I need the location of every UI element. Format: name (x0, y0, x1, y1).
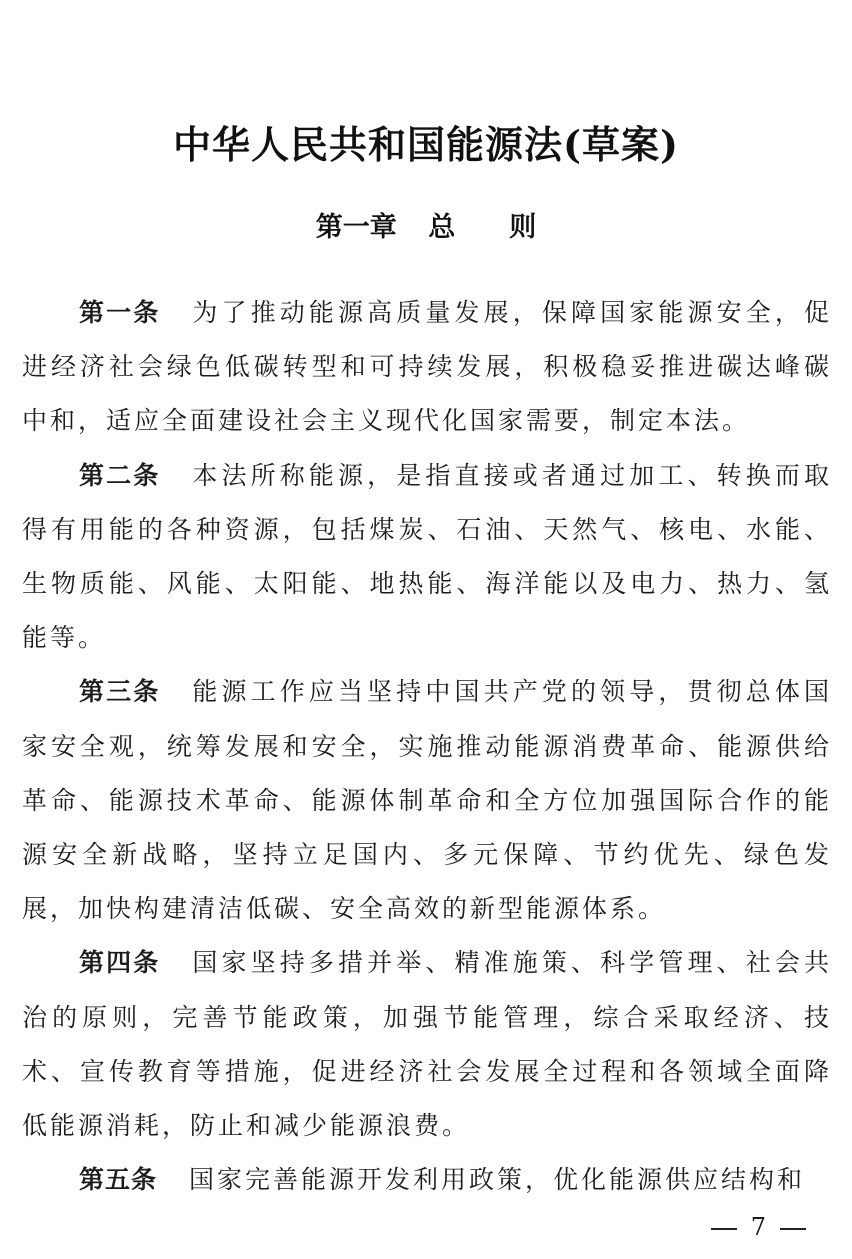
chapter-heading (0, 208, 852, 248)
page-number-value: 7 (750, 1213, 766, 1241)
article-4 (22, 936, 832, 1153)
article-number: 第一条 (79, 298, 161, 327)
article-3 (22, 665, 832, 936)
article-number: 第五条 (79, 1165, 158, 1195)
article-text: 本法所称能源，是指直接或者通过加工、转换而取得有用能的各种资源，包括煤炭、石油、天然气、核电、水能、生物质能、风能、太阳能、地热能、海洋能以及电力、热力、氢能等。 (22, 460, 832, 653)
chapter-number: 第一章 (315, 212, 397, 243)
article-2 (22, 449, 832, 666)
article-number: 第二条 (79, 460, 161, 490)
article-text: 国家完善能源开发利用政策，优化能源供应结构和 (189, 1165, 806, 1195)
page-number-dash-left (711, 1228, 737, 1230)
article-text: 为了推动能源高质量发展，保障国家能源安全，促进经济社会绿色低碳转型和可持续发展，积极稳妥推进碳达峰碳中和，适应全面建设社会主义现代化国家需要，制定本法。 (22, 298, 832, 436)
article-number: 第三条 (79, 677, 161, 707)
article-1 (22, 286, 832, 449)
article-text: 能源工作应当坚持中国共产党的领导，贯彻总体国家安全观，统筹发展和安全，实施推动能源消费革命、能源供给革命、能源技术革命、能源体制革命和全方位加强国际合作的能源安全新战略，坚持立足国内、多元保障、节约优先、绿色发展，加快构建清洁低碳、安全高效的新型能源体系。 (22, 677, 832, 924)
article-5 (22, 1153, 832, 1207)
article-text: 国家坚持多措并举、精准施策、科学管理、社会共治的原则，完善节能政策，加强节能管理，综合采取经济、技术、宣传教育等措施，促进经济社会发展全过程和各领域全面降低能源消耗，防止和减少能源浪费。 (22, 948, 832, 1141)
document-title: 中华人民共和国能源法(草案) (173, 122, 679, 167)
document-body (22, 286, 832, 1207)
page-number (697, 1210, 820, 1244)
chapter-name: 总则 (428, 212, 591, 243)
article-number: 第四条 (79, 948, 161, 978)
page-number-dash-right (780, 1228, 806, 1230)
